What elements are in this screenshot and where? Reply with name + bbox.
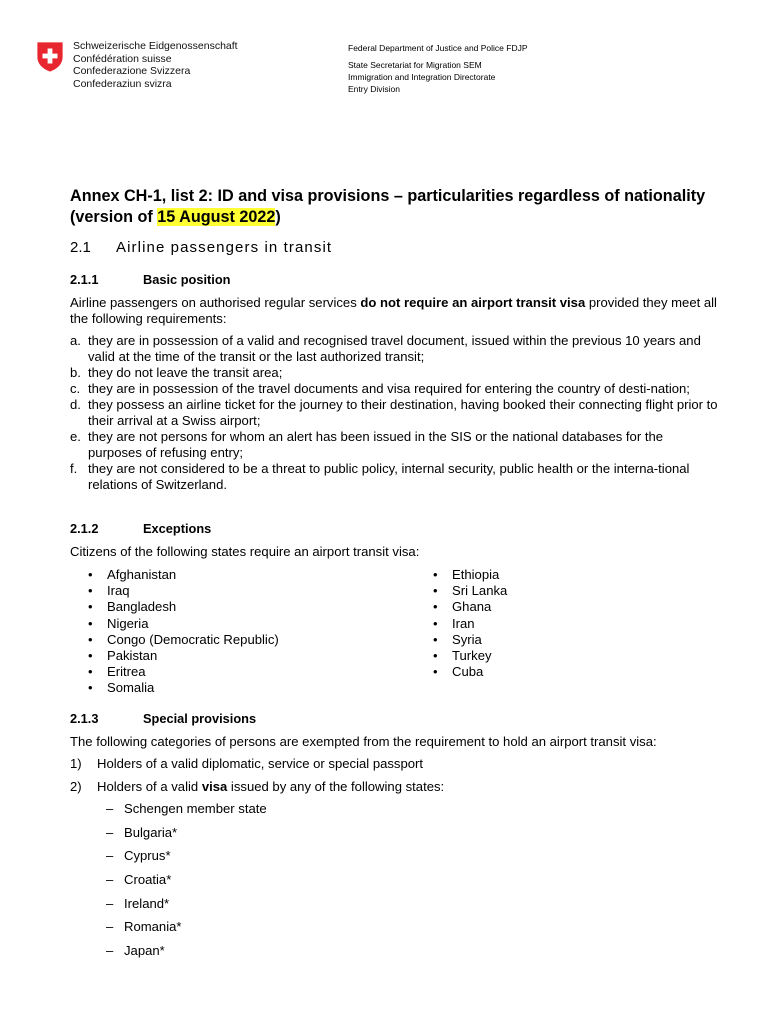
list-item: – Schengen member state [106,801,267,825]
item-text: they are in possession of a valid and recognised travel document, issued within the previous 10 years and valid at the time of the transit or the last authorized transit; [88,333,701,364]
item-letter: c. [70,381,81,396]
subsection-number: 2.1.3 [70,711,99,726]
swiss-crest-icon [37,42,63,72]
list-item: – Romania* [106,919,267,943]
confederation-line: Confederazione Svizzera [73,65,191,78]
title-text: Annex CH-1, list 2: ID and visa provisions – particularities regardless of nationality (version of [70,187,706,226]
confederation-line: Schweizerische Eidgenossenschaft [73,40,238,52]
item-text: they are not considered to be a threat to public policy, internal security, public health or the interna-tional relations of Switzerland. [88,461,690,492]
list-item: • Sri Lanka [433,583,507,599]
subsection-heading-special-provisions [70,711,256,727]
list-item: • Syria [433,632,507,648]
list-item: • Nigeria [88,616,279,632]
item-number: 2) [70,779,82,794]
numbered-item-2 [70,779,444,795]
exception-countries-column-2 [433,567,507,680]
intro-text: provided they meet all the following requirements: [70,295,717,326]
item-text: they are in possession of the travel documents and visa required for entering the country of desti-nation; [88,381,690,396]
requirements-list [70,333,720,493]
item-text: Holders of a valid diplomatic, service or special passport [97,756,424,771]
office-line: Entry Division [348,84,400,94]
confederation-line: Confédération suisse [73,52,172,65]
section-heading [70,238,332,258]
version-date-highlight: 15 August 2022 [157,208,276,226]
item-number: 1) [70,756,82,771]
list-item: • Turkey [433,648,507,664]
list-item: • Ethiopia [433,567,507,583]
list-item [70,461,720,493]
special-provisions-intro: The following categories of persons are exempted from the requirement to hold an airport transit visa: [70,734,657,749]
item-text: Holders of a valid [97,779,202,794]
list-item: • Congo (Democratic Republic) [88,632,279,648]
office-line: Immigration and Integration Directorate [348,72,496,82]
list-item [70,381,720,397]
subsection-heading-basic-position [70,272,230,288]
list-item [70,365,720,381]
title-suffix: ) [275,208,281,226]
section-number: 2.1 [70,239,91,256]
list-item: – Japan* [106,943,267,967]
list-item: • Eritrea [88,664,279,680]
confederation-line: Confederaziun svizra [73,77,172,90]
list-item: • Cuba [433,664,507,680]
subsection-heading-exceptions [70,521,211,537]
list-item: • Iran [433,616,507,632]
list-item [70,397,720,429]
list-item [70,429,720,461]
subsection-number: 2.1.1 [70,272,99,287]
item-text: they possess an airline ticket for the journey to their destination, having booked their connecting flight prior to their arrival at a Swiss airport; [88,397,718,428]
basic-position-intro [70,295,720,327]
intro-bold: do not require an airport transit visa [360,295,586,310]
item-letter: d. [70,397,81,412]
list-item: – Cyprus* [106,848,267,872]
section-title: Airline passengers in transit [116,239,333,256]
list-item: – Bulgaria* [106,825,267,849]
list-item: • Afghanistan [88,567,279,583]
document-title [70,186,730,228]
item-letter: b. [70,365,81,380]
item-text: issued by any of the following states: [227,779,445,794]
department-block [348,42,528,95]
numbered-item-1 [70,756,423,772]
department-name: Federal Department of Justice and Police FDJP [348,43,528,53]
item-bold: visa [201,779,228,794]
subsection-title: Exceptions [143,521,212,536]
subsection-title: Basic position [143,272,231,287]
item-letter: f. [70,461,78,476]
confederation-names [73,40,238,90]
exceptions-intro: Citizens of the following states require an airport transit visa: [70,544,420,559]
subsection-number: 2.1.2 [70,521,99,536]
item-letter: a. [70,333,81,348]
list-item: • Iraq [88,583,279,599]
list-item: – Ireland* [106,896,267,920]
list-item: • Pakistan [88,648,279,664]
office-line: State Secretariat for Migration SEM [348,60,482,70]
list-item: • Somalia [88,680,279,696]
visa-states-list [106,801,267,967]
list-item: • Ghana [433,599,507,615]
item-text: they are not persons for whom an alert has been issued in the SIS or the national databases for the purposes of refusing entry; [88,429,664,460]
item-letter: e. [70,429,81,444]
subsection-title: Special provisions [143,711,257,726]
exception-countries-column-1 [88,567,279,697]
list-item: • Bangladesh [88,599,279,615]
list-item [70,333,720,365]
list-item: – Croatia* [106,872,267,896]
item-text: they do not leave the transit area; [88,365,283,380]
intro-text: Airline passengers on authorised regular services [70,295,361,310]
